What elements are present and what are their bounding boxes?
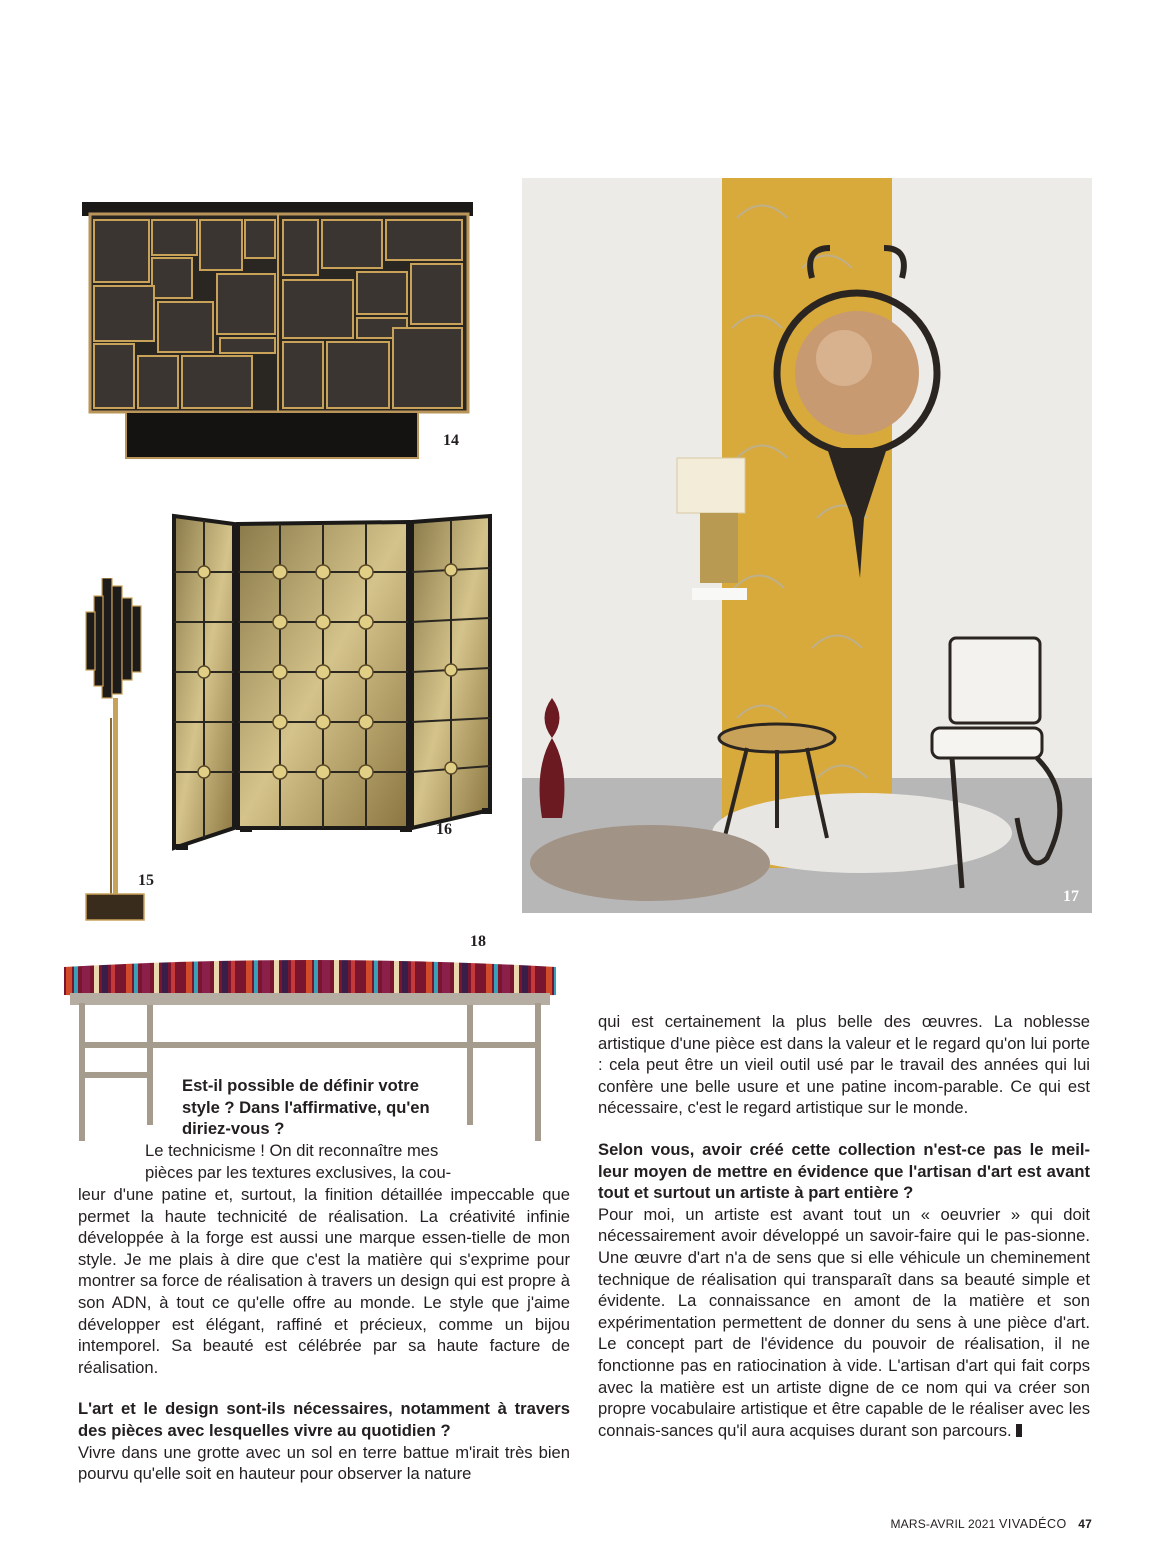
end-mark-icon [1016, 1424, 1022, 1437]
answer-style-intro [145, 1140, 485, 1183]
question-style [182, 1075, 482, 1140]
answer-style-body: leur d'une patine et, surtout, la finition détaillée impeccable que permet la haute technicité de réalisation. La créativité infinie développée à la forge est aussi une marque essen-tielle de mon style. Je me plais à dire que c'est la matière qui s'exprime pour montrer sa force de réalisation à travers un design qui est propre à son ADN, à tout ce qu'elle offre au monde. Le style que j'aime développer est élégant, raffiné et précieux, comme un bijou intemporel. Sa beauté est célébrée par sa haute facture de réalisation. [78, 1185, 570, 1377]
question-style-line: Est-il possible de définir votre [182, 1076, 419, 1095]
question-style-line: diriez-vous ? [182, 1119, 285, 1139]
figure-number-15: 15 [138, 872, 154, 889]
answer-art-design-continued: qui est certainement la plus belle des œuvres. La noblesse artistique d'une pièce est dans la valeur et le regard qu'on lui porte : cela peut être un vieil outil usé par le travail des années qui lui confère une belle usure et une patine incom-parable. Ce qui est nécessaire, c'est le regard artistique sur le monde. [598, 1012, 1090, 1118]
question-style-line: style ? Dans l'affirmative, qu'en [182, 1097, 430, 1117]
answer-style-line: Le technicisme ! On dit reconnaître mes [145, 1141, 439, 1160]
image-interior-scene [522, 178, 1092, 913]
answer-style-line: pièces par les textures exclusives, la cou- [145, 1162, 452, 1182]
question-collection: Selon vous, avoir créé cette collection n'est-ce pas le meil-leur moyen de mettre en évidence que l'artisan d'art est avant tout et surtout un artiste à part entière ? [598, 1139, 1090, 1203]
image-folding-screen [168, 510, 498, 855]
figure-number-14: 14 [443, 432, 459, 449]
page-number: 47 [1078, 1517, 1092, 1531]
answer-art-design: Vivre dans une grotte avec un sol en terre battue m'irait très bien pourvu qu'elle soit en hauteur pour observer la nature [78, 1442, 570, 1484]
question-art-design: L'art et le design sont-ils nécessaires, notamment à travers des pièces avec lesquelles vivre au quotidien ? [78, 1399, 570, 1440]
answer-collection-text: Pour moi, un artiste est avant tout un « oeuvrier » qui doit nécessairement avoir développé un savoir-faire qui le pas-sionne. Une œuvre d'art n'a de sens que si elle véhicule un cheminement technique de réalisation qui transparaît dans sa beauté simple et évidente. La connaissance en amont de la matière et son expérimentation permettent de donner du sens à une pièce d'art. Le concept part de l'évidence du pouvoir de réalisation, il ne fonctionne pas en ratiocination à vide. L'artisan d'art qui fait corps avec la matière est un artiste digne de ce nom qui va créer son propre vocabulaire artistique et être capable de le réaliser avec les connais-sances qu'il aura acquises durant son parcours. [598, 1204, 1090, 1440]
left-column-body [78, 1184, 570, 1485]
image-sideboard [80, 198, 475, 463]
answer-collection [598, 1204, 1090, 1442]
figure-number-18: 18 [470, 933, 486, 950]
page-footer [890, 1517, 1092, 1531]
figure-number-16: 16 [436, 821, 452, 838]
magazine-brand: VIVADÉCO [999, 1517, 1067, 1531]
right-column-body [598, 1011, 1090, 1441]
issue-date: MARS-AVRIL 2021 [890, 1517, 996, 1531]
figure-number-17: 17 [1063, 888, 1079, 905]
